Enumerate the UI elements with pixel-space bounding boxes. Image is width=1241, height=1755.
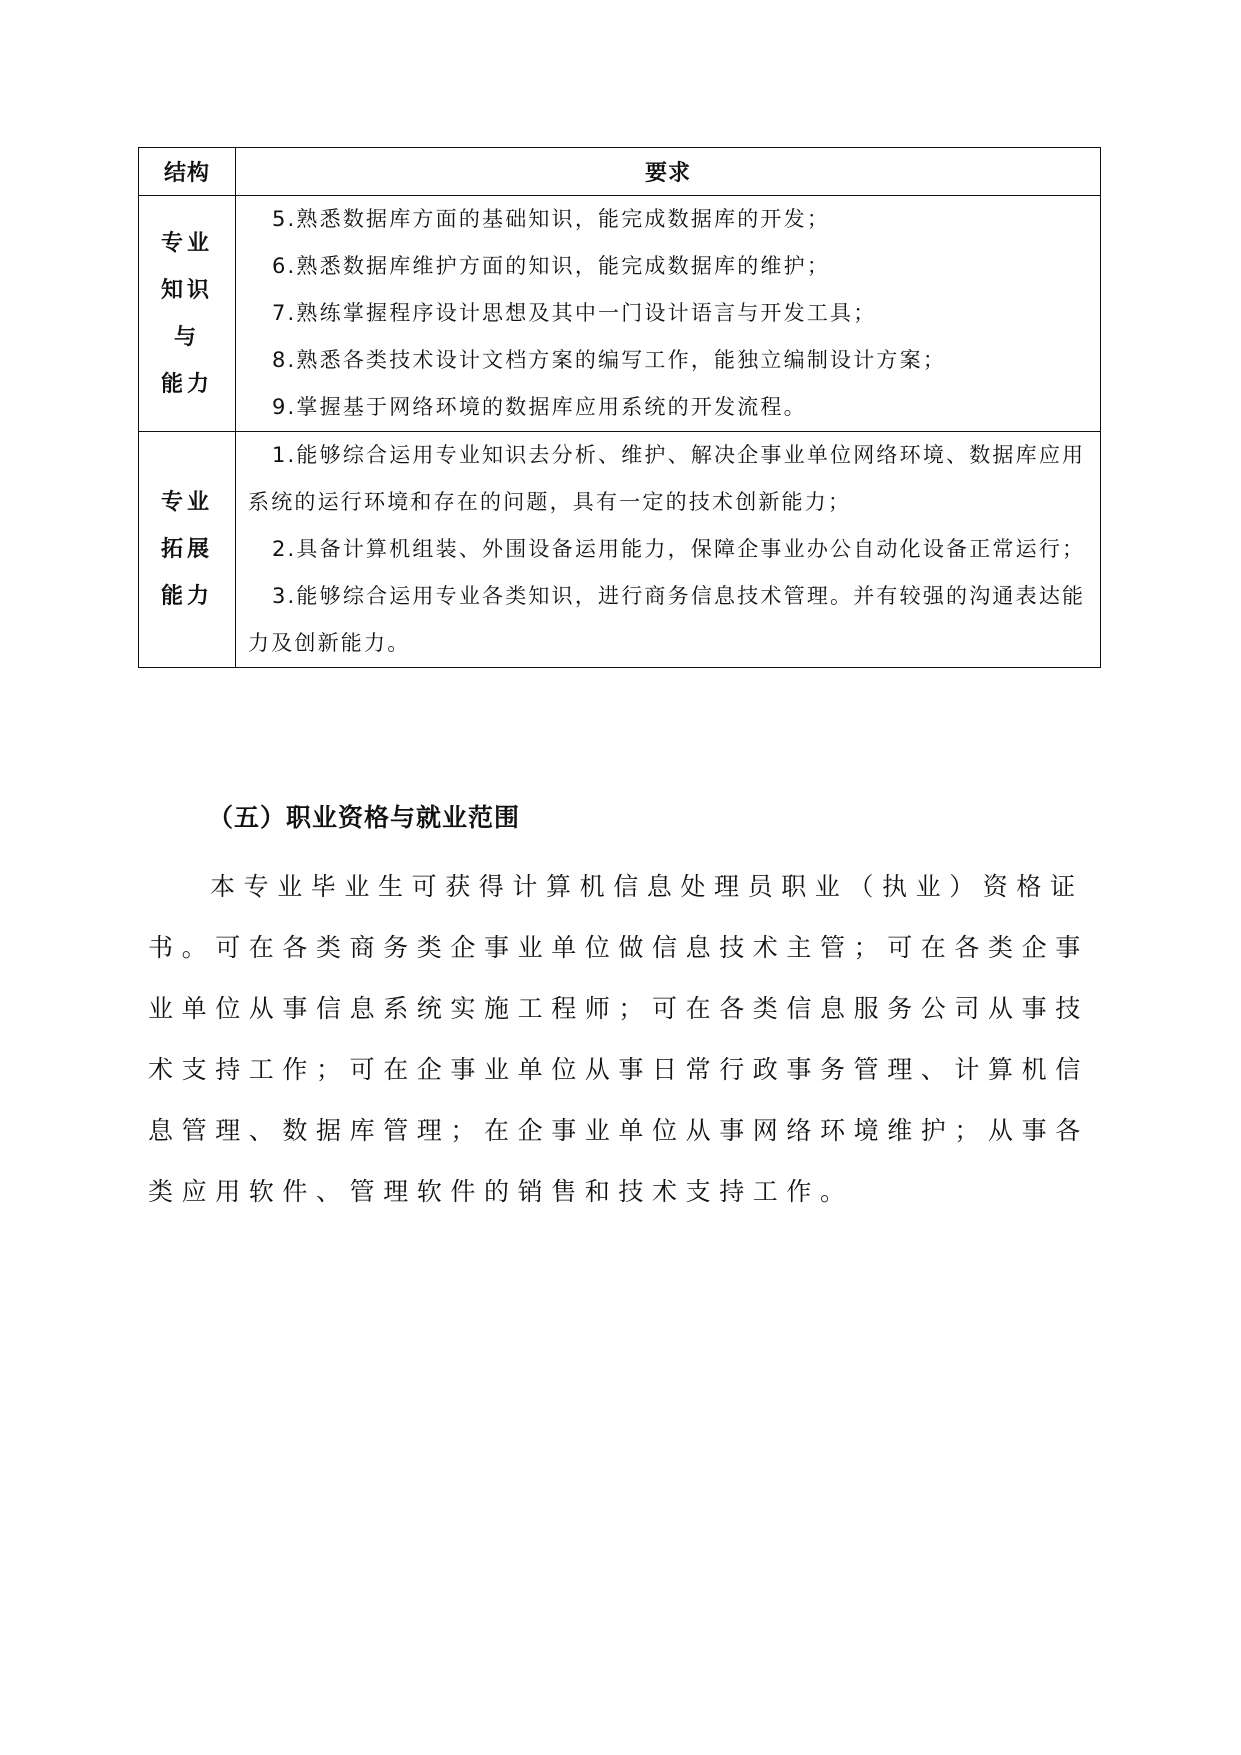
requirements-table (138, 147, 1101, 668)
requirement-item: 6.熟悉数据库维护方面的知识，能完成数据库的维护； (272, 254, 831, 278)
structure-cell-knowledge (139, 196, 236, 432)
requirements-cell-knowledge (236, 196, 1101, 432)
requirement-item: 7.熟练掌握程序设计思想及其中一门设计语言与开发工具； (272, 301, 877, 325)
structure-label-line: 专业 (160, 490, 213, 515)
requirement-item: 1.能够综合运用专业知识去分析、维护、解决企事业单位网络环境、数据库应用系统的运行环境和存在的问题，具有一定的技术创新能力； (248, 443, 1086, 514)
body-paragraph: 本专业毕业生可获得计算机信息处理员职业（执业）资格证书。可在各类商务类企事业单位做信息技术主管；可在各类企事业单位从事信息系统实施工程师；可在各类信息服务公司从事技术支持工作；可在企事业单位从事日常行政事务管理、计算机信息管理、数据库管理；在企事业单位从事网络环境维护；从事各类应用软件、管理软件的销售和技术支持工作。 (148, 872, 1089, 1206)
table-header-row (139, 148, 1101, 196)
structure-cell-extension (139, 432, 236, 668)
structure-label-line: 与 (173, 324, 200, 350)
structure-label-line: 拓展 (160, 537, 213, 562)
section-heading: （五）职业资格与就业范围 (208, 803, 521, 832)
table-row (139, 432, 1101, 668)
requirements-header: 要求 (236, 148, 1101, 196)
requirement-item: 2.具备计算机组装、外围设备运用能力，保障企事业办公自动化设备正常运行； (272, 537, 1086, 561)
requirement-item: 9.掌握基于网络环境的数据库应用系统的开发流程。 (272, 395, 807, 419)
structure-header: 结构 (139, 148, 236, 196)
requirements-cell-extension (236, 432, 1101, 668)
structure-label-line: 能力 (160, 584, 213, 609)
structure-label-line: 能力 (160, 371, 213, 397)
requirement-item: 3.能够综合运用专业各类知识，进行商务信息技术管理。并有较强的沟通表达能力及创新能力。 (248, 584, 1086, 655)
structure-label-line: 知识 (160, 277, 213, 303)
structure-label-line: 专业 (160, 230, 213, 256)
requirement-item: 8.熟悉各类技术设计文档方案的编写工作，能独立编制设计方案； (272, 348, 947, 372)
requirement-item: 5.熟悉数据库方面的基础知识，能完成数据库的开发； (272, 207, 831, 231)
table-row (139, 196, 1101, 432)
